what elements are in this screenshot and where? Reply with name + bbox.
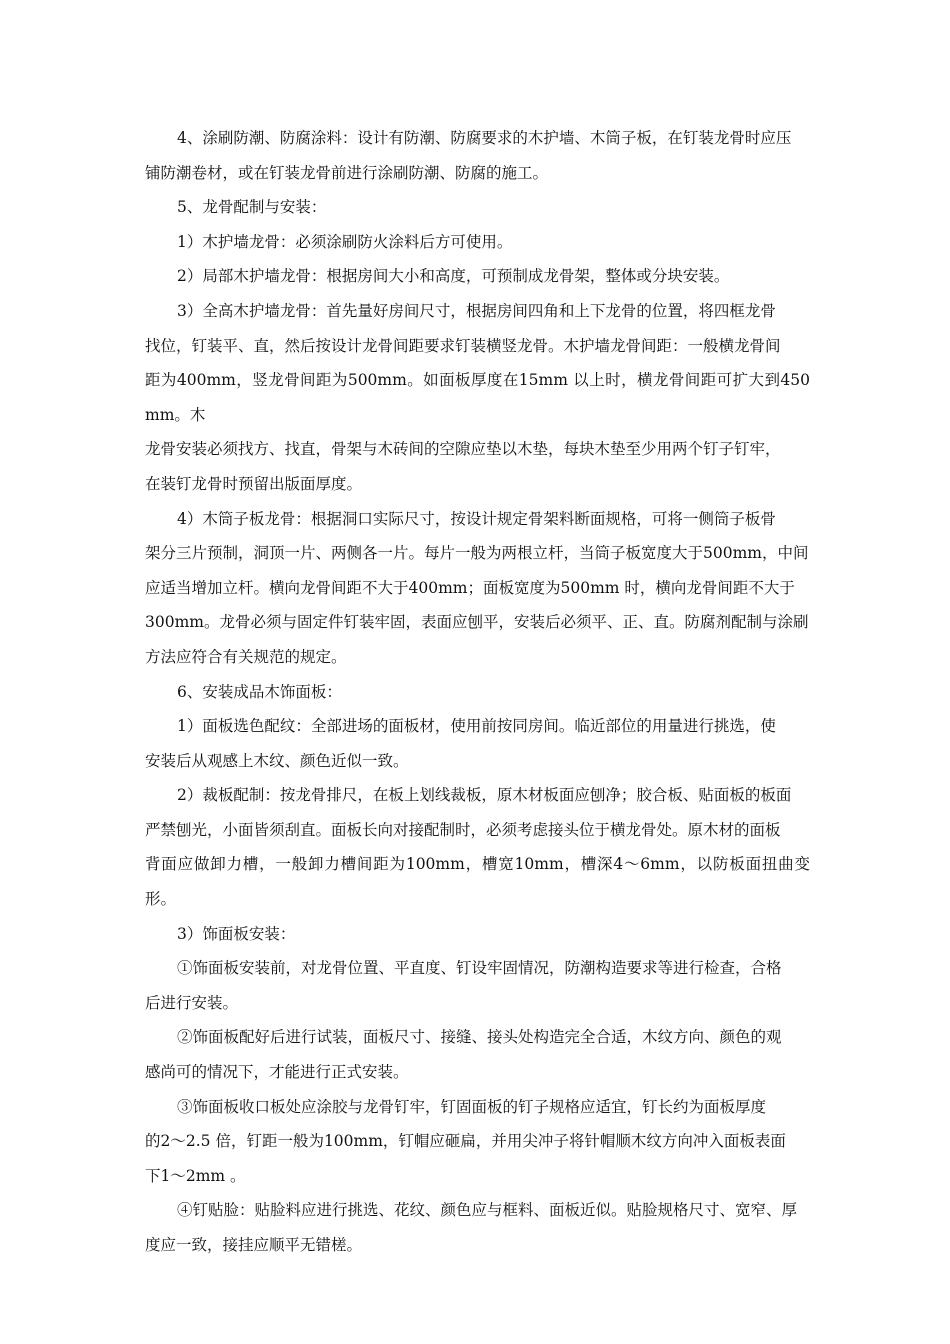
paragraph-pre-install-check: ①饰面板安装前，对龙骨位置、平直度、钉设牢固情况，防潮构造要求等进行检查，合格 后进行安装。 — [145, 959, 782, 1012]
paragraph-full-height-keel: 3）全高木护墙龙骨：首先量好房间尺寸，根据房间四角和上下龙骨的位置，将四框龙骨 找位，钉装平、直，然后按设计龙骨间距要求钉装横竖龙骨。木护墙龙骨间距：一般横龙骨间 距为400mm，竖龙骨间距为500mm。如面板厚度在15mm 以上时，横龙骨间距可扩大到450mm。木 龙骨安装必须找方、找直，骨架与木砖间的空隙应垫以木垫，每块木垫至少用两个钉子钉牢， 在装钉龙骨时预留出版面厚度。 — [145, 301, 810, 493]
paragraph-cutting: 2）裁板配制：按龙骨排尺，在板上划线裁板，原木材板面应刨净；胶合板、贴面板的板面 严禁刨光，小面皆须刮直。面板长向对接配制时，必须考虑接头位于横龙骨处。原木材的面板 背面应做卸力槽，一般卸力槽间距为100mm，槽宽10mm，槽深4～6mm，以防板面扭曲变形。 — [145, 786, 810, 909]
paragraph-nailing: ③饰面板收口板处应涂胶与龙骨钉牢，钉固面板的钉子规格应适宜，钉长约为面板厚度 的2～2.5 倍，钉距一般为100mm，钉帽应砸扁，并用尖冲子将针帽顺木纹方向冲入面板表面 下1～2mm 。 — [145, 1097, 786, 1185]
document-body — [145, 121, 810, 1263]
paragraph-color-grain: 1）面板选色配纹：全部进场的面板材，使用前按同房间。临近部位的用量进行挑选，使 安装后从观感上木纹、颜色近似一致。 — [145, 717, 776, 770]
paragraph-moisture-coating: 4、涂刷防潮、防腐涂料：设计有防潮、防腐要求的木护墙、木筒子板，在钉装龙骨时应压 铺防潮卷材，或在钉装龙骨前进行涂刷防潮、防腐的施工。 — [145, 129, 792, 182]
paragraph-jamb-keel: 4）木筒子板龙骨：根据洞口实际尺寸，按设计规定骨架料断面规格，可将一侧筒子板骨 架分三片预制，洞顶一片、两侧各一片。每片一般为两根立杆，当筒子板宽度大于500mm，中间 应适当增加立杆。横向龙骨间距不大于400mm；面板宽度为500mm 时，横向龙骨间距不大于 300mm。龙骨必须与固定件钉装牢固，表面应刨平，安装后必须平、正、直。防腐剂配制与涂刷 方法应符合有关规范的规定。 — [145, 509, 809, 666]
heading-panel-installation: 3）饰面板安装： — [177, 924, 296, 943]
paragraph-wall-keel: 1）木护墙龙骨：必须涂刷防火涂料后方可使用。 — [177, 232, 513, 251]
paragraph-partial-wall-keel: 2）局部木护墙龙骨：根据房间大小和高度，可预制成龙骨架，整体或分块安装。 — [177, 267, 730, 286]
paragraph-trial-fit: ②饰面板配好后进行试装，面板尺寸、接缝、接头处构造完全合适，木纹方向、颜色的观 感尚可的情况下，才能进行正式安装。 — [145, 1028, 782, 1082]
heading-install-panels: 6、安装成品木饰面板： — [177, 682, 342, 701]
paragraph-trim: ④钉贴脸：贴脸料应进行挑选、花纹、颜色应与框料、面板近似。贴脸规格尺寸、宽窄、厚 度应一致，接挂应顺平无错槎。 — [145, 1201, 798, 1254]
heading-keel-fabrication: 5、龙骨配制与安装： — [177, 198, 327, 217]
